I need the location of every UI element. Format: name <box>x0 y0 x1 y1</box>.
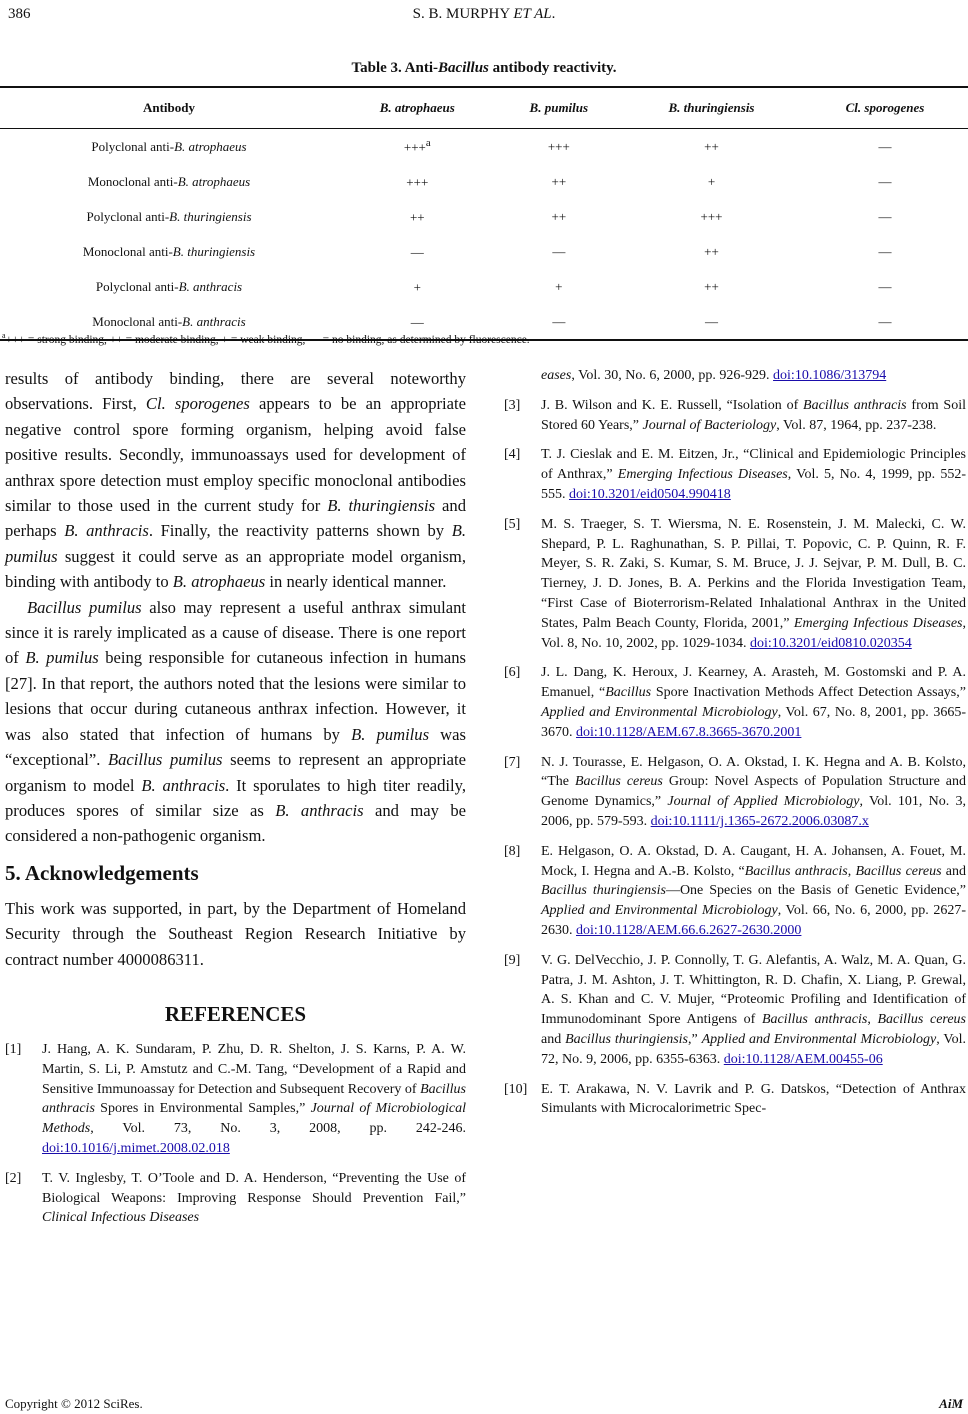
cell-cl-sporogenes: — <box>878 208 892 224</box>
text-run: , Vol. 8, No. 10, 2002, pp. 1029-1034. <box>541 615 966 651</box>
reference-item <box>5 1169 466 1228</box>
italic-text: Bacillus anthracis <box>761 1012 868 1028</box>
antibody-type: Polyclonal anti- <box>91 138 175 154</box>
footnote-text: +++ = strong binding, ++ = moderate binding, + = weak binding, — = no binding, as determined by fluorescence. <box>5 333 530 346</box>
text-run: , Vol. 30, No. 6, 2000, pp. 926-929. <box>571 368 774 383</box>
cell-b-pumilus: — <box>552 243 566 259</box>
running-header <box>0 6 968 23</box>
italic-text: Bacillus pumilus <box>107 750 223 770</box>
table-row <box>0 269 968 304</box>
text-run: in nearly identical manner. <box>265 572 447 592</box>
col-header: B. thuringiensis <box>621 87 802 129</box>
text-run: being responsible for cutaneous infection in humans [27]. In that report, the authors noted that the lesions were similar to lesions that occur during cutaneous anthrax infection. However, it was also stated that infection of humans by <box>5 648 466 744</box>
reference-item <box>504 515 966 654</box>
footnote-marker: a <box>2 331 6 340</box>
doi-link[interactable]: doi:10.1111/j.1365-2672.2006.03087.x <box>650 813 869 829</box>
text-run: was “exceptional”. <box>5 724 466 770</box>
italic-text: Applied and Environmental Microbiology <box>541 903 778 919</box>
text-run: , <box>867 1012 878 1028</box>
references-heading: REFERENCES <box>164 1001 307 1026</box>
italic-text: Bacillus cereus <box>855 863 942 879</box>
reactivity-value: +++ <box>406 174 429 190</box>
antibody-cell <box>0 234 338 269</box>
col-header: Cl. sporogenes <box>802 87 968 129</box>
italic-text: Bacillus <box>605 685 652 701</box>
journal-footer: AiM <box>939 1396 963 1411</box>
cell-b-thuringiensis: — <box>621 304 802 340</box>
copyright-footer: Copyright © 2012 SciRes. <box>5 1396 143 1411</box>
footnote-marker: a <box>425 137 431 150</box>
antibody-cell <box>0 199 338 234</box>
header-etal: ET AL <box>513 6 552 22</box>
text-run: , Vol. 66, No. 6, 2000, pp. 2627-2630. <box>541 903 967 938</box>
antibody-species: B. atrophaeus <box>177 173 251 189</box>
italic-text: B. pumilus <box>351 724 430 744</box>
italic-text: Cl. sporogenes <box>145 394 250 414</box>
reference-item <box>504 842 966 941</box>
italic-text: Bacillus cereus <box>877 1012 966 1028</box>
reactivity-value: — <box>410 314 424 330</box>
text-run: . It sporulates to high titer readily, produces spores of similar size as <box>5 775 466 820</box>
text-run: J. Hang, A. K. Sundaram, P. Zhu, D. R. Shelton, J. S. Karns, P. A. W. Martin, S. Li, P. Amstutz and C.-M. Tang, “Development of a Rapid and Sensitive Immunoassay for Detection and Subsequent Recovery of <box>42 1041 466 1097</box>
text-run: and <box>541 1031 566 1047</box>
reference-number: [2] <box>5 1170 22 1186</box>
cell-cl-sporogenes: — <box>878 243 892 259</box>
page-number: 386 <box>8 6 31 22</box>
reference-number: [7] <box>504 754 521 770</box>
antibody-type: Monoclonal anti- <box>87 173 178 189</box>
cell-b-atrophaeus <box>338 234 497 269</box>
cell-cl-sporogenes: — <box>878 138 892 154</box>
italic-text: B. thuringiensis <box>327 496 436 516</box>
doi-link[interactable]: doi:10.3201/eid0504.990418 <box>569 486 731 502</box>
reactivity-table <box>0 86 968 341</box>
italic-text: B. pumilus <box>5 521 466 566</box>
reference-list-left <box>5 1040 466 1228</box>
italic-text: B. anthracis <box>141 775 226 795</box>
table-row <box>0 199 968 234</box>
cell-b-pumilus: ++ <box>551 208 567 224</box>
text-run: —One Species on the Basis of Genetic Evidence,” <box>665 883 966 899</box>
text-run: E. Helgason, O. A. Okstad, D. A. Caugant, H. A. Johansen, A. Fouet, M. Mock, I. Hegna and A.-B. Kolsto, “ <box>541 843 966 879</box>
caption-post: antibody reactivity. <box>488 60 617 76</box>
reactivity-value: ++ <box>409 209 425 225</box>
text-run: J. L. Dang, K. Heroux, J. Kearney, A. Arasteh, M. Gostomski and P. A. Emanuel, “ <box>541 665 966 701</box>
cell-b-atrophaeus <box>338 129 497 165</box>
text-run: . Finally, the reactivity patterns shown by <box>148 521 452 541</box>
text-run: T. V. Inglesby, T. O’Toole and D. A. Henderson, “Preventing the Use of Biological Weapons: Improving Response Should Prevention Fail,” <box>42 1170 466 1206</box>
text-run: Spore Inactivation Methods Affect Detection Assays,” <box>651 685 966 701</box>
antibody-type: Monoclonal anti- <box>92 313 183 329</box>
italic-text: B. anthracis <box>275 800 364 820</box>
cell-b-atrophaeus <box>338 269 497 304</box>
italic-text: Emerging Infectious Diseases <box>617 467 788 483</box>
cell-b-thuringiensis: ++ <box>704 243 719 259</box>
text-run: J. B. Wilson and K. E. Russell, “Isolation of <box>541 397 804 413</box>
italic-text: Bacillus anthracis <box>42 1081 466 1117</box>
section-heading-acknowledgements: 5. Acknowledgements <box>5 860 199 885</box>
body-paragraph <box>5 366 466 595</box>
text-run: from Soil Stored 60 Years,” <box>541 397 966 433</box>
italic-text: Journal of Bacteriology <box>642 417 777 433</box>
reference-item <box>504 366 966 386</box>
text-run: and <box>941 863 967 879</box>
cell-b-thuringiensis: ++ <box>704 278 719 294</box>
doi-link[interactable]: doi:10.1086/313794 <box>773 368 887 383</box>
antibody-species: B. thuringiensis <box>172 243 256 259</box>
antibody-type: Polyclonal anti- <box>86 208 170 224</box>
text-run: E. T. Arakawa, N. V. Lavrik and P. G. Datskos, “Detection of Anthrax Simulants with Microcalorimetric Spec- <box>541 1081 966 1117</box>
antibody-cell <box>0 129 338 165</box>
italic-text: Bacillus anthracis <box>803 397 907 413</box>
text-run: , Vol. 72, No. 9, 2006, pp. 6355-6363. <box>541 1031 967 1067</box>
caption-pre: Table 3. Anti- <box>351 60 439 76</box>
italic-text: Emerging Infectious Diseases <box>793 615 963 631</box>
text-run: V. G. DelVecchio, J. P. Connolly, T. G. Alefantis, A. Walz, M. A. Quan, G. Patra, J. M. Ashton, J. T. Whittington, R. D. Chafin, X. Liang, P. Grewal, A. S. Khan and C. V. Mujer, “Proteomic Profiling and Identification of Immunodominant Spore Antigens of <box>541 952 966 1028</box>
antibody-species: B. atrophaeus <box>174 138 247 154</box>
cell-cl-sporogenes: — <box>802 304 968 340</box>
cell-b-pumilus: ++ <box>551 173 567 189</box>
reference-number: [1] <box>5 1041 22 1057</box>
reference-item <box>504 663 966 742</box>
antibody-type: Monoclonal anti- <box>82 243 173 259</box>
cell-b-atrophaeus <box>338 199 497 234</box>
text-run: , <box>847 863 856 879</box>
reference-number: [3] <box>504 397 521 413</box>
cell-cl-sporogenes: — <box>878 173 892 189</box>
col-header: B. pumilus <box>497 87 621 129</box>
text-run: , Vol. 101, No. 3, 2006, pp. 579-593. <box>541 794 966 829</box>
italic-text: Bacillus anthracis <box>744 863 848 879</box>
text-run: and may be considered a non-pathogenic organism. <box>5 800 466 846</box>
table-header-row <box>0 87 968 129</box>
cell-b-thuringiensis: +++ <box>700 208 723 224</box>
text-run: suggest it could serve as an appropriate model organism, binding with antibody to <box>5 546 466 592</box>
antibody-cell <box>0 269 338 304</box>
table-body <box>0 129 968 341</box>
body-paragraph <box>5 595 466 849</box>
reference-number: [6] <box>504 665 521 681</box>
italic-text: Clinical Infectious Diseases <box>42 1210 200 1226</box>
italic-text: Journal of Applied Microbiology <box>667 794 860 810</box>
table-row <box>0 234 968 269</box>
reactivity-value: +++ <box>403 139 426 155</box>
text-run: also may represent a useful anthrax simulant since it is rarely implicated as a cause of disease. There is one report of <box>5 597 466 668</box>
doi-link[interactable]: doi:10.1128/AEM.67.8.3665-3670.2001 <box>576 724 802 740</box>
reactivity-value: — <box>410 244 424 260</box>
antibody-type: Polyclonal anti- <box>95 278 179 294</box>
header-authors: S. B. MURPHY <box>412 6 514 22</box>
italic-text: Applied and Environmental Microbiology <box>541 704 778 720</box>
doi-link[interactable]: doi:10.3201/eid0810.020354 <box>749 635 912 651</box>
reference-number: [9] <box>504 952 521 968</box>
reference-number: [4] <box>504 447 521 463</box>
text-run: , Vol. 5, No. 4, 1999, pp. 552-555. <box>541 467 966 502</box>
acknowledgements-text: This work was supported, in part, by the Department of Homeland Security through the Southeast Region Research Initiative by contract number 4000086311. <box>5 898 466 969</box>
left-column <box>5 366 466 1238</box>
reference-item <box>5 1040 466 1159</box>
text-run: Spores in Environmental Samples,” <box>94 1101 311 1117</box>
reference-item <box>504 951 966 1070</box>
italic-text: B. pumilus <box>25 648 99 668</box>
text-run: M. S. Traeger, S. T. Wiersma, N. E. Rosenstein, J. M. Malecki, C. W. Shepard, P. L. Raghunathan, S. P. Pillai, T. Popovic, C. P. Quinn, R. F. Meyer, S. R. Zaki, S. Kumar, S. M. Bruce, J. J. Sejvar, P. M. Dull, B. C. Tierney, J. D. Jones, B. A. Perkins and the Florida Investigation Team, “First Case of Bioterrorism-Related Inhalational Anthrax in the United States, Palm Beach County, Florida, 2001,” <box>541 516 966 631</box>
reference-list-right <box>504 366 966 1129</box>
text-run: T. J. Cieslak and E. M. Eitzen, Jr., “Clinical and Epidemiologic Principles of Anthrax,” <box>541 447 966 483</box>
doi-link[interactable]: doi:10.1128/AEM.00455-06 <box>723 1051 883 1067</box>
reactivity-value: + <box>413 279 421 295</box>
cell-b-thuringiensis: ++ <box>704 138 719 154</box>
cell-b-pumilus: +++ <box>547 138 570 154</box>
reference-number: [5] <box>504 516 521 532</box>
italic-text: eases <box>541 368 572 383</box>
text-run: , Vol. 73, No. 3, 2008, pp. 242-246. <box>90 1121 466 1137</box>
italic-text: B. atrophaeus <box>172 572 266 592</box>
table-row <box>0 164 968 199</box>
cell-b-pumilus: + <box>555 278 563 294</box>
text-run: appears to be an appropriate negative control spore forming organism, helping avoid false positive results. Secondly, immunoassays used for development of anthrax spore detection must employ specific monoclonal antibodies similar to those used in the current study for <box>5 394 467 516</box>
text-run: Group: Novel Aspects of Population Structure and Genome Dynamics,” <box>541 774 967 810</box>
reference-item <box>504 1080 966 1120</box>
text-run: , Vol. 87, 1964, pp. 237-238. <box>776 417 937 433</box>
text-run: seems to represent an appropriate organism to model <box>5 750 466 795</box>
reference-number: [10] <box>504 1081 528 1097</box>
cell-b-thuringiensis: + <box>707 173 716 189</box>
antibody-species: B. anthracis <box>178 278 243 294</box>
reference-number: [8] <box>504 843 521 859</box>
italic-text: Bacillus thuringiensis <box>565 1031 688 1047</box>
text-run: results of antibody binding, there are several noteworthy observations. First, <box>5 369 466 414</box>
italic-text: B. anthracis <box>64 521 149 541</box>
doi-link[interactable]: doi:10.1016/j.mimet.2008.02.018 <box>42 1140 230 1156</box>
text-run: N. J. Tourasse, E. Helgason, O. A. Okstad, I. K. Hegna and A. B. Kolsto, “The <box>541 754 966 790</box>
italic-text: Bacillus cereus <box>574 774 663 790</box>
cell-cl-sporogenes: — <box>878 278 892 294</box>
reference-item <box>504 396 966 436</box>
table-row <box>0 129 968 165</box>
reference-item <box>504 753 966 832</box>
doi-link[interactable]: doi:10.1128/AEM.66.6.2627-2630.2000 <box>576 922 802 938</box>
text-run: and perhaps <box>5 496 466 541</box>
italic-text: Applied and Environmental Microbiology <box>701 1031 937 1047</box>
antibody-cell <box>0 164 338 199</box>
text-run: , Vol. 67, No. 8, 2001, pp. 3665-3670. <box>541 704 967 740</box>
italic-text: Bacillus thuringiensis <box>541 883 666 899</box>
table-footnote <box>2 331 530 346</box>
header-period: . <box>551 6 556 22</box>
cell-b-atrophaeus <box>338 164 497 199</box>
italic-text: Journal of Microbiological Methods <box>42 1101 466 1137</box>
cell-b-pumilus: — <box>497 304 621 340</box>
text-run: ,” <box>688 1031 702 1047</box>
reference-item <box>504 445 966 504</box>
caption-italic: Bacillus <box>438 60 489 76</box>
italic-text: Bacillus pumilus <box>27 597 142 617</box>
col-header: B. atrophaeus <box>338 87 497 129</box>
table-caption <box>0 60 968 77</box>
antibody-species: B. thuringiensis <box>169 208 252 224</box>
antibody-species: B. anthracis <box>182 313 246 329</box>
col-header: Antibody <box>0 87 338 129</box>
